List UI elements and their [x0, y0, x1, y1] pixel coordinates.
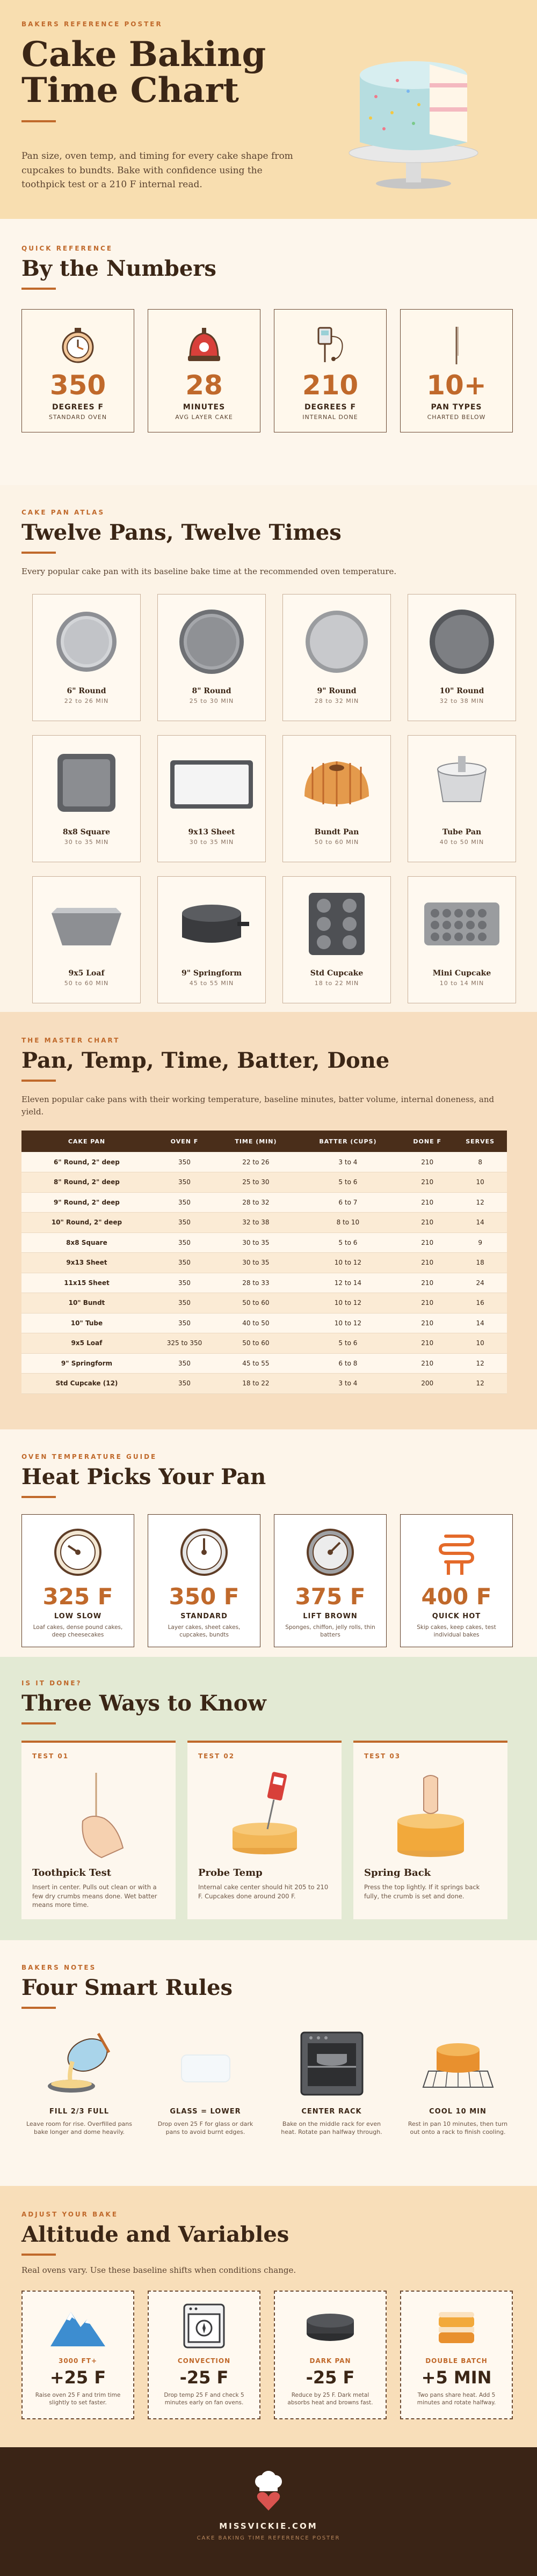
stat-caption: AVG LAYER CAKE [175, 414, 233, 421]
tests-section [0, 1657, 537, 1940]
test-title: Spring Back [364, 1867, 431, 1878]
table-cell: 28 to 33 [217, 1273, 295, 1293]
pan-card [157, 594, 266, 721]
table-cell: 210 [401, 1333, 453, 1354]
table-cell: 350 [152, 1293, 217, 1313]
round-pan-icon [424, 604, 499, 679]
table-cell: 5 to 6 [295, 1232, 401, 1253]
pan-card [408, 735, 516, 862]
table-cell: 6 to 7 [295, 1192, 401, 1213]
table-row [21, 1152, 507, 1172]
rule-title: CENTER RACK [301, 2108, 362, 2116]
table-cell: 10 to 12 [295, 1313, 401, 1333]
table-row [21, 1333, 507, 1354]
heat-card [400, 1514, 513, 1647]
heat-eyebrow: OVEN TEMPERATURE GUIDE [21, 1453, 157, 1461]
mountain-icon [48, 2301, 107, 2350]
rules-section [0, 1940, 537, 2186]
adjust-desc: Reduce by 25 F. Dark metal absorbs heat and browns fast. [287, 2391, 373, 2406]
table-cell: 10 [453, 1172, 507, 1193]
pans-eyebrow: CAKE PAN ATLAS [21, 509, 105, 516]
rule-desc: Drop oven 25 F for glass or dark pans to avoid burnt edges. [157, 2120, 253, 2136]
table-cell: 350 [152, 1213, 217, 1233]
test-title: Probe Temp [198, 1867, 263, 1878]
kitchen-timer-icon [183, 324, 226, 366]
cake-stand-icon [333, 32, 494, 193]
table-row [21, 1232, 507, 1253]
pan-card [408, 876, 516, 1003]
master-rule [21, 1080, 56, 1082]
rule-title: FILL 2/3 FULL [49, 2108, 110, 2116]
adjust-card [21, 2291, 134, 2419]
stat-value: 10+ [426, 370, 487, 401]
pan-card [32, 876, 141, 1003]
table-cell: 8" Round, 2" deep [21, 1172, 152, 1193]
adjust-desc: Raise oven 25 F and trim time slightly to set faster. [35, 2391, 121, 2406]
table-cell: 210 [401, 1232, 453, 1253]
heat-section [0, 1429, 537, 1657]
table-cell: 40 to 50 [217, 1313, 295, 1333]
mini-cupcake-tin-icon [419, 886, 505, 962]
table-header-cell: CAKE PAN [21, 1131, 152, 1152]
adjust-title: DOUBLE BATCH [425, 2357, 488, 2365]
table-cell: 3 to 4 [295, 1374, 401, 1394]
adjust-value: +25 F [49, 2367, 106, 2388]
table-row [21, 1253, 507, 1273]
title-rule [21, 120, 56, 122]
table-cell: 350 [152, 1374, 217, 1394]
table-cell: 10 [453, 1333, 507, 1354]
numbers-section [0, 219, 537, 485]
dial-low-icon [51, 1525, 105, 1579]
heat-caption: Loaf cakes, dense pound cakes, deep cheesecakes [33, 1624, 123, 1639]
adjust-desc: Drop temp 25 F and check 5 minutes early on fan ovens. [164, 2391, 244, 2406]
table-cell: 200 [401, 1374, 453, 1394]
pan-card [157, 876, 266, 1003]
pan-card [282, 735, 391, 862]
table-cell: 22 to 26 [217, 1152, 295, 1172]
pan-name: 10" Round [439, 686, 484, 695]
table-cell: 14 [453, 1313, 507, 1333]
adjust-value: +5 MIN [421, 2367, 492, 2388]
table-cell: 350 [152, 1273, 217, 1293]
rule-item [21, 2028, 137, 2137]
pan-name: Mini Cupcake [432, 968, 491, 978]
table-cell: 25 to 30 [217, 1172, 295, 1193]
hero-section [0, 0, 537, 219]
footer [0, 2447, 537, 2576]
test-card [21, 1741, 176, 1919]
heat-value: 325 F [42, 1583, 113, 1610]
table-cell: 10 to 12 [295, 1293, 401, 1313]
chef-heart-logo-icon [250, 2471, 287, 2514]
dial-standard-icon [177, 1525, 231, 1579]
footer-site: MISSVICKIE.COM [219, 2521, 318, 2531]
pan-card [282, 594, 391, 721]
pan-card [32, 594, 141, 721]
table-row [21, 1374, 507, 1394]
altitude-section [0, 2186, 537, 2447]
table-header-cell: DONE F [401, 1131, 453, 1152]
test-number: TEST 01 [32, 1752, 69, 1760]
probe-thermometer-icon [224, 1767, 305, 1859]
test-desc: Insert in center. Pulls out clean or with a few dry crumbs means done. Wet batter means more time. [32, 1883, 157, 1909]
toothpick-hand-icon [59, 1767, 139, 1859]
tests-title: Three Ways to Know [21, 1691, 266, 1716]
pan-name: 6" Round [67, 686, 106, 695]
stat-caption: INTERNAL DONE [302, 414, 358, 421]
stat-value: 350 [49, 370, 106, 401]
rule-item [148, 2028, 263, 2137]
springform-pan-icon [169, 886, 255, 962]
table-cell: 50 to 60 [217, 1293, 295, 1313]
table-cell: 350 [152, 1232, 217, 1253]
test-number: TEST 02 [198, 1752, 235, 1760]
table-cell: 210 [401, 1192, 453, 1213]
heat-card [148, 1514, 260, 1647]
convection-oven-icon [175, 2301, 234, 2350]
altitude-eyebrow: ADJUST YOUR BAKE [21, 2211, 119, 2218]
table-cell: 16 [453, 1293, 507, 1313]
rule-desc: Rest in pan 10 minutes, then turn out onto a rack to finish cooling. [408, 2120, 508, 2136]
test-title: Toothpick Test [32, 1867, 112, 1878]
pan-name: Bundt Pan [314, 827, 359, 836]
master-chart-section [0, 1012, 537, 1429]
heat-card [274, 1514, 387, 1647]
adjust-value: -25 F [179, 2367, 229, 2388]
table-cell: 14 [453, 1213, 507, 1233]
heat-value: 375 F [295, 1583, 366, 1610]
rules-eyebrow: BAKERS NOTES [21, 1964, 97, 1971]
table-row [21, 1353, 507, 1374]
stat-card [400, 309, 513, 432]
glass-dish-icon [165, 2028, 246, 2098]
heat-value: 350 F [169, 1583, 240, 1610]
rule-desc: Leave room for rise. Overfilled pans bake longer and dome heavily. [26, 2120, 133, 2136]
table-cell: 210 [401, 1152, 453, 1172]
test-desc: Press the top lightly. If it springs back fully, the crumb is set and done. [364, 1883, 480, 1900]
heat-caption: Skip cakes, keep cakes, test individual bakes [417, 1624, 496, 1639]
pan-time: 22 to 26 MIN [64, 697, 109, 704]
pan-time: 28 to 32 MIN [314, 697, 359, 704]
table-cell: 50 to 60 [217, 1333, 295, 1354]
table-cell: 210 [401, 1172, 453, 1193]
batter-pour-icon [39, 2028, 120, 2098]
master-title: Pan, Temp, Time, Batter, Done [21, 1048, 390, 1073]
heat-title: Heat Picks Your Pan [21, 1464, 266, 1489]
table-cell: 9x13 Sheet [21, 1253, 152, 1273]
stat-label: PAN TYPES [431, 403, 482, 412]
cooling-rack-icon [418, 2028, 498, 2098]
master-table [21, 1131, 507, 1394]
table-cell: 9 [453, 1232, 507, 1253]
hero-eyebrow: BAKERS REFERENCE POSTER [21, 20, 163, 28]
table-cell: 3 to 4 [295, 1152, 401, 1172]
rule-title: GLASS = LOWER [170, 2108, 241, 2116]
table-cell: 350 [152, 1313, 217, 1333]
round-pan-icon [299, 604, 374, 679]
table-cell: 9" Round, 2" deep [21, 1192, 152, 1213]
pan-time: 25 to 30 MIN [189, 697, 234, 704]
pan-time: 45 to 55 MIN [189, 979, 234, 987]
stat-card [21, 309, 134, 432]
rule-title: COOL 10 MIN [429, 2108, 487, 2116]
tests-eyebrow: IS IT DONE? [21, 1679, 82, 1687]
rules-title: Four Smart Rules [21, 1975, 233, 2000]
pan-card [408, 594, 516, 721]
pan-time: 40 to 50 MIN [439, 838, 484, 846]
adjust-card [400, 2291, 513, 2419]
table-cell: 210 [401, 1293, 453, 1313]
table-cell: 350 [152, 1172, 217, 1193]
rule-item [274, 2028, 389, 2137]
sheet-pan-icon [166, 745, 257, 820]
pan-name: Std Cupcake [310, 968, 364, 978]
heat-label: STANDARD [180, 1612, 228, 1620]
pan-name: Tube Pan [442, 827, 482, 836]
finger-press-icon [390, 1767, 471, 1859]
table-cell: 210 [401, 1353, 453, 1374]
skewer-icon [435, 324, 478, 366]
pan-card [157, 735, 266, 862]
round-pan-icon [174, 604, 249, 679]
pan-time: 30 to 35 MIN [64, 838, 109, 846]
table-cell: 9" Springform [21, 1353, 152, 1374]
table-row [21, 1172, 507, 1193]
numbers-title: By the Numbers [21, 256, 216, 281]
table-header-cell: SERVES [453, 1131, 507, 1152]
table-cell: 210 [401, 1253, 453, 1273]
loaf-pan-icon [41, 886, 132, 962]
adjust-value: -25 F [306, 2367, 355, 2388]
stat-value: 210 [302, 370, 359, 401]
stat-card [148, 309, 260, 432]
table-cell: 210 [401, 1313, 453, 1333]
table-header-cell: TIME (MIN) [217, 1131, 295, 1152]
table-cell: 12 [453, 1353, 507, 1374]
heating-coil-icon [430, 1525, 483, 1579]
stat-label: DEGREES F [304, 403, 357, 412]
table-cell: 12 [453, 1374, 507, 1394]
table-cell: 28 to 32 [217, 1192, 295, 1213]
stacked-cake-icon [427, 2301, 486, 2350]
table-cell: 210 [401, 1273, 453, 1293]
dial-high-icon [303, 1525, 357, 1579]
stat-label: MINUTES [183, 403, 226, 412]
pans-section [0, 485, 537, 1012]
pan-card [32, 735, 141, 862]
stat-label: DEGREES F [52, 403, 104, 412]
heat-value: 400 F [421, 1583, 492, 1610]
heat-label: LIFT BROWN [303, 1612, 358, 1620]
master-intro: Eleven popular cake pans with their working temperature, baseline minutes, batter volume, internal doneness, and yield. [21, 1095, 495, 1117]
master-eyebrow: THE MASTER CHART [21, 1037, 120, 1044]
table-cell: Std Cupcake (12) [21, 1374, 152, 1394]
pan-name: 8" Round [192, 686, 231, 695]
cupcake-tin-icon [299, 886, 374, 962]
test-card [353, 1741, 507, 1919]
table-row [21, 1192, 507, 1213]
tube-pan-icon [422, 745, 502, 820]
pan-card [282, 876, 391, 1003]
hero-subtitle: Pan size, oven temp, and timing for every cake shape from cupcakes to bundts. Bake with confidence using the toothpick test or a 210 F internal read. [21, 151, 293, 190]
page-title: Cake Baking Time Chart [21, 34, 266, 111]
adjust-title: CONVECTION [177, 2357, 231, 2365]
table-cell: 350 [152, 1253, 217, 1273]
table-cell: 8 [453, 1152, 507, 1172]
table-cell: 350 [152, 1152, 217, 1172]
pans-rule [21, 552, 56, 554]
heat-label: QUICK HOT [432, 1612, 481, 1620]
adjust-title: DARK PAN [309, 2357, 351, 2365]
pan-name: 8x8 Square [62, 827, 111, 836]
table-row [21, 1293, 507, 1313]
round-pan-icon [49, 604, 124, 679]
pans-title: Twelve Pans, Twelve Times [21, 520, 342, 545]
bundt-cake-icon [296, 745, 377, 820]
rules-rule [21, 2007, 56, 2009]
table-cell: 11x15 Sheet [21, 1273, 152, 1293]
table-cell: 6" Round, 2" deep [21, 1152, 152, 1172]
pan-time: 32 to 38 MIN [439, 697, 484, 704]
table-cell: 8x8 Square [21, 1232, 152, 1253]
adjust-desc: Two pans share heat. Add 5 minutes and rotate halfway. [417, 2391, 496, 2406]
pan-time: 50 to 60 MIN [314, 838, 359, 846]
table-cell: 32 to 38 [217, 1213, 295, 1233]
table-cell: 18 to 22 [217, 1374, 295, 1394]
adjust-card [148, 2291, 260, 2419]
table-cell: 8 to 10 [295, 1213, 401, 1233]
stat-caption: STANDARD OVEN [48, 414, 107, 421]
table-header-cell: BATTER (CUPS) [295, 1131, 401, 1152]
pan-name: 9" Round [317, 686, 357, 695]
heat-rule [21, 1496, 56, 1498]
dark-pan-icon [301, 2301, 360, 2350]
table-cell: 10" Round, 2" deep [21, 1213, 152, 1233]
altitude-title: Altitude and Variables [21, 2222, 289, 2247]
rule-item [400, 2028, 516, 2137]
test-number: TEST 03 [364, 1752, 401, 1760]
pans-intro: Every popular cake pan with its baseline bake time at the recommended oven temperature. [21, 567, 397, 576]
adjust-card [274, 2291, 387, 2419]
table-cell: 10" Bundt [21, 1293, 152, 1313]
tests-rule [21, 1722, 56, 1724]
table-cell: 30 to 35 [217, 1253, 295, 1273]
stat-card [274, 309, 387, 432]
table-row [21, 1313, 507, 1333]
pan-time: 10 to 14 MIN [439, 979, 484, 987]
oven-timer-icon [56, 324, 99, 366]
footer-tagline: CAKE BAKING TIME REFERENCE POSTER [197, 2535, 340, 2541]
pan-time: 50 to 60 MIN [64, 979, 109, 987]
adjust-title: 3000 FT+ [58, 2357, 97, 2365]
table-row [21, 1273, 507, 1293]
table-header-cell: OVEN F [152, 1131, 217, 1152]
table-cell: 12 [453, 1192, 507, 1213]
stat-value: 28 [185, 370, 223, 401]
pan-name: 9x13 Sheet [188, 827, 235, 836]
altitude-rule [21, 2254, 56, 2256]
square-pan-icon [49, 745, 124, 820]
table-row [21, 1213, 507, 1233]
numbers-rule [21, 288, 56, 290]
table-cell: 5 to 6 [295, 1172, 401, 1193]
table-cell: 350 [152, 1353, 217, 1374]
rule-desc: Bake on the middle rack for even heat. Rotate pan halfway through. [281, 2120, 382, 2136]
test-desc: Internal cake center should hit 205 to 210 F. Cupcakes done around 200 F. [198, 1883, 329, 1900]
heat-label: LOW SLOW [54, 1612, 102, 1620]
pan-time: 18 to 22 MIN [314, 979, 359, 987]
oven-rack-icon [292, 2028, 372, 2098]
altitude-intro: Real ovens vary. Use these baseline shifts when conditions change. [21, 2265, 296, 2275]
pan-time: 30 to 35 MIN [189, 838, 234, 846]
table-cell: 45 to 55 [217, 1353, 295, 1374]
heat-caption: Sponges, chiffon, jelly rolls, thin batters [285, 1624, 375, 1639]
stat-caption: CHARTED BELOW [427, 414, 486, 421]
table-cell: 18 [453, 1253, 507, 1273]
table-cell: 9x5 Loaf [21, 1333, 152, 1354]
table-cell: 350 [152, 1192, 217, 1213]
table-cell: 6 to 8 [295, 1353, 401, 1374]
table-cell: 210 [401, 1213, 453, 1233]
numbers-eyebrow: QUICK REFERENCE [21, 245, 113, 252]
pan-name: 9x5 Loaf [68, 968, 105, 978]
table-cell: 30 to 35 [217, 1232, 295, 1253]
table-cell: 24 [453, 1273, 507, 1293]
heat-caption: Layer cakes, sheet cakes, cupcakes, bundts [168, 1624, 241, 1639]
heat-card [21, 1514, 134, 1647]
table-cell: 325 to 350 [152, 1333, 217, 1354]
table-cell: 10 to 12 [295, 1253, 401, 1273]
table-cell: 12 to 14 [295, 1273, 401, 1293]
pan-name: 9" Springform [181, 968, 242, 978]
table-cell: 5 to 6 [295, 1333, 401, 1354]
probe-thermometer-icon [309, 324, 352, 366]
table-cell: 10" Tube [21, 1313, 152, 1333]
test-card [187, 1741, 342, 1919]
